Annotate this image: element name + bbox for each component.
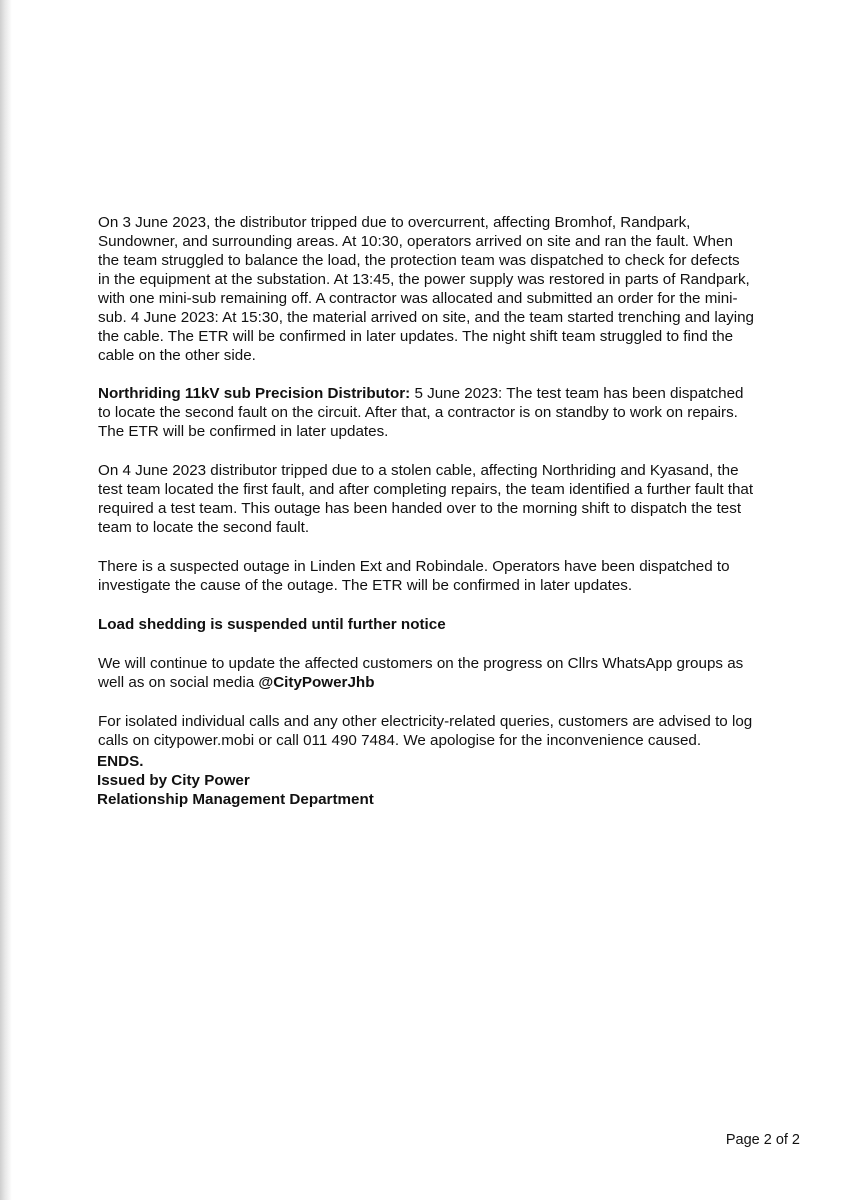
text-fragment: well as on social media bbox=[98, 674, 259, 691]
ends-marker: ENDS. bbox=[97, 753, 144, 770]
paragraph-contact bbox=[98, 712, 798, 750]
text-line bbox=[98, 384, 798, 403]
text-line: On 4 June 2023 distributor tripped due to a stolen cable, affecting Northriding and Kyasand, the bbox=[98, 462, 739, 479]
text-line: There is a suspected outage in Linden Ext and Robindale. Operators have been dispatched to bbox=[98, 558, 730, 575]
text-fragment: 5 June 2023: The test team has been dispatched bbox=[410, 385, 744, 402]
paragraph-linden-outage bbox=[98, 557, 798, 595]
section-heading: Northriding 11kV sub Precision Distributor: bbox=[98, 385, 411, 402]
load-shedding-notice bbox=[98, 615, 798, 634]
paragraph-northriding-precision bbox=[98, 384, 798, 441]
document-signoff bbox=[97, 752, 374, 809]
issued-by: Issued by City Power bbox=[97, 772, 250, 789]
document-body bbox=[98, 213, 798, 750]
text-line bbox=[98, 673, 798, 692]
text-line: team to locate the second fault. bbox=[98, 519, 310, 536]
text-line: in the equipment at the substation. At 13:45, the power supply was restored in parts of Randpark, bbox=[98, 271, 750, 288]
social-media-handle: @CityPowerJhb bbox=[258, 674, 375, 691]
text-line: Sundowner, and surrounding areas. At 10:30, operators arrived on site and ran the fault. When bbox=[98, 233, 733, 250]
load-shedding-text: Load shedding is suspended until further notice bbox=[98, 616, 446, 633]
text-line: to locate the second fault on the circuit. After that, a contractor is on standby to work on repairs. bbox=[98, 404, 738, 421]
text-line: For isolated individual calls and any other electricity-related queries, customers are advised to log bbox=[98, 713, 753, 730]
paragraph-updates bbox=[98, 654, 798, 692]
page-number: Page 2 of 2 bbox=[725, 1132, 800, 1148]
department-name: Relationship Management Department bbox=[97, 791, 374, 808]
paragraph-stolen-cable bbox=[98, 461, 798, 537]
text-line: cable on the other side. bbox=[98, 347, 256, 364]
text-line: with one mini-sub remaining off. A contractor was allocated and submitted an order for the mini- bbox=[98, 290, 738, 307]
text-line: investigate the cause of the outage. The ETR will be confirmed in later updates. bbox=[98, 577, 633, 594]
text-line: calls on citypower.mobi or call 011 490 7484. We apologise for the inconvenience caused. bbox=[98, 732, 702, 749]
paragraph-bromhof-outage bbox=[98, 213, 798, 365]
text-line: sub. 4 June 2023: At 15:30, the material arrived on site, and the team started trenching and laying bbox=[98, 309, 755, 326]
text-line: the team struggled to balance the load, the protection team was dispatched to check for defects bbox=[98, 252, 740, 269]
text-line: We will continue to update the affected customers on the progress on Cllrs WhatsApp groups as bbox=[98, 655, 744, 672]
text-line: required a test team. This outage has been handed over to the morning shift to dispatch the test bbox=[98, 500, 742, 517]
text-line: the cable. The ETR will be confirmed in later updates. The night shift team struggled to find the bbox=[98, 328, 734, 345]
text-line: On 3 June 2023, the distributor tripped due to overcurrent, affecting Bromhof, Randpark, bbox=[98, 214, 691, 231]
text-line: test team located the first fault, and after completing repairs, the team identified a further fault that bbox=[98, 481, 754, 498]
page-edge-shadow bbox=[0, 0, 12, 1200]
text-line: The ETR will be confirmed in later updates. bbox=[98, 423, 389, 440]
